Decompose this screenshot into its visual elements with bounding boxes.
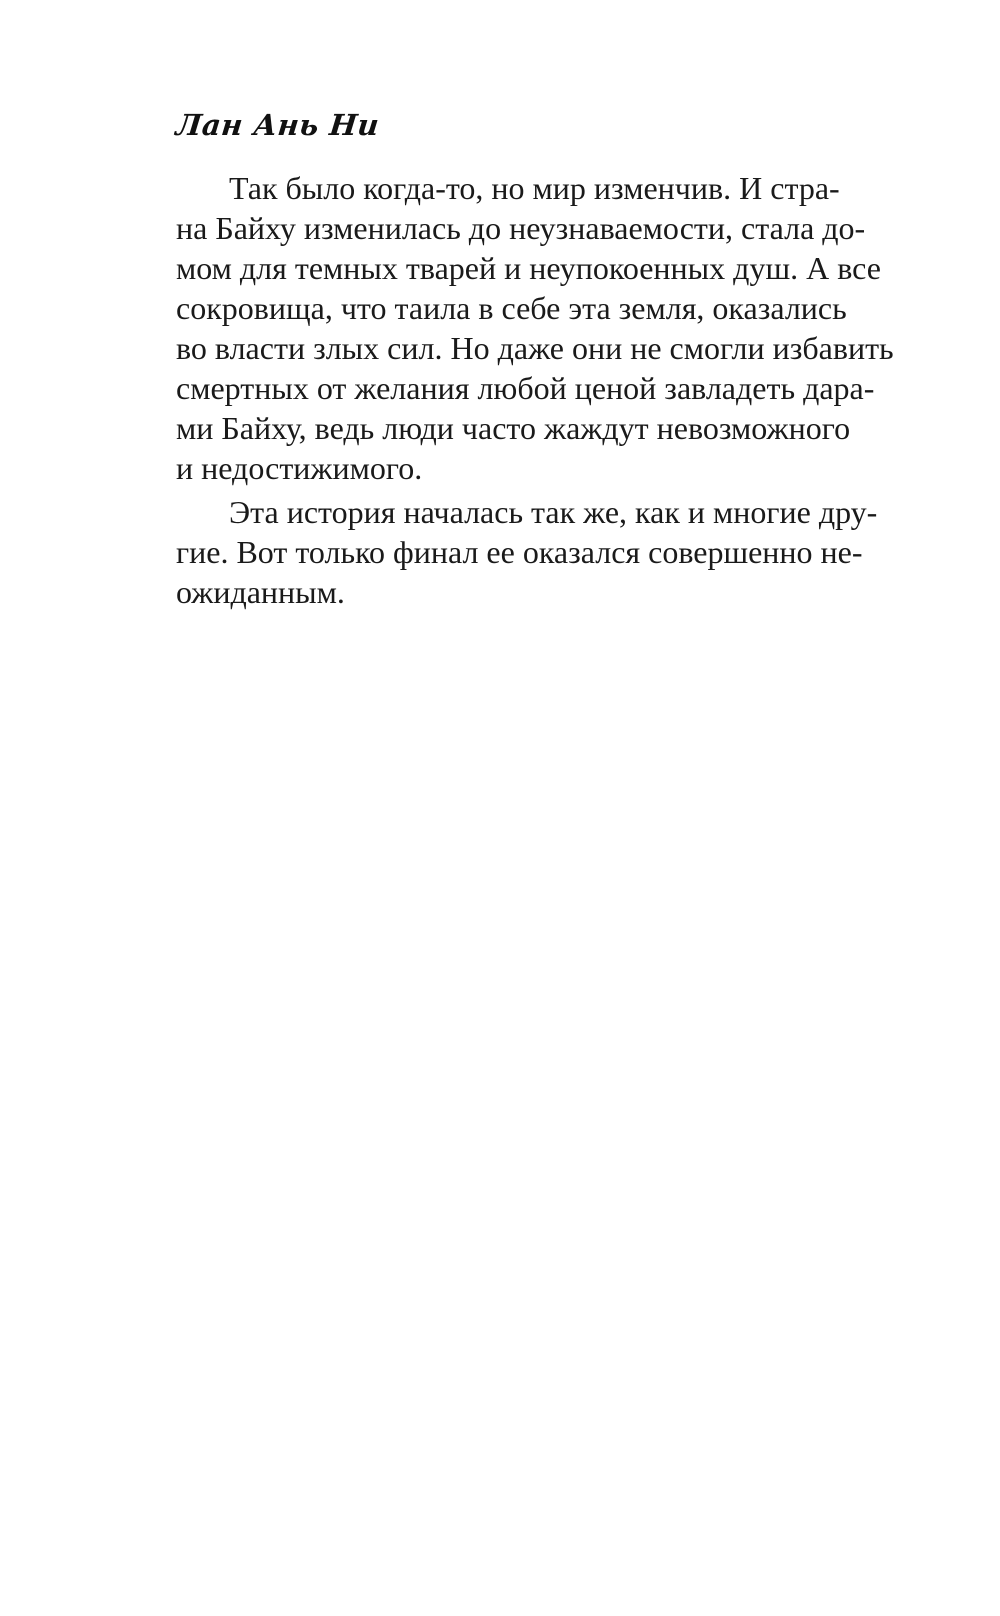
body-text [176,168,894,612]
paragraph [176,168,894,488]
paragraph [176,492,878,612]
text-line: во власти злых сил. Но даже они не смогли избавить [176,330,894,366]
text-line: ми Байху, ведь люди часто жаждут невозможного [176,410,851,446]
text-line: Эта история началась так же, как и многие дру- [229,494,878,530]
text-line: и недостижимого. [176,450,423,486]
text-line: ожиданным. [176,574,345,610]
text-line: сокровища, что таила в себе эта земля, оказались [176,290,847,326]
text-line: гие. Вот только финал ее оказался совершенно не- [176,534,863,570]
running-header: Лан Ань Ни [174,108,381,142]
text-line: Так было когда-то, но мир изменчив. И стра- [229,170,840,206]
text-line: смертных от желания любой ценой завладеть дара- [176,370,875,406]
text-line: мом для темных тварей и неупокоенных душ. А все [176,250,881,286]
text-line: на Байху изменилась до неузнаваемости, стала до- [176,210,866,246]
